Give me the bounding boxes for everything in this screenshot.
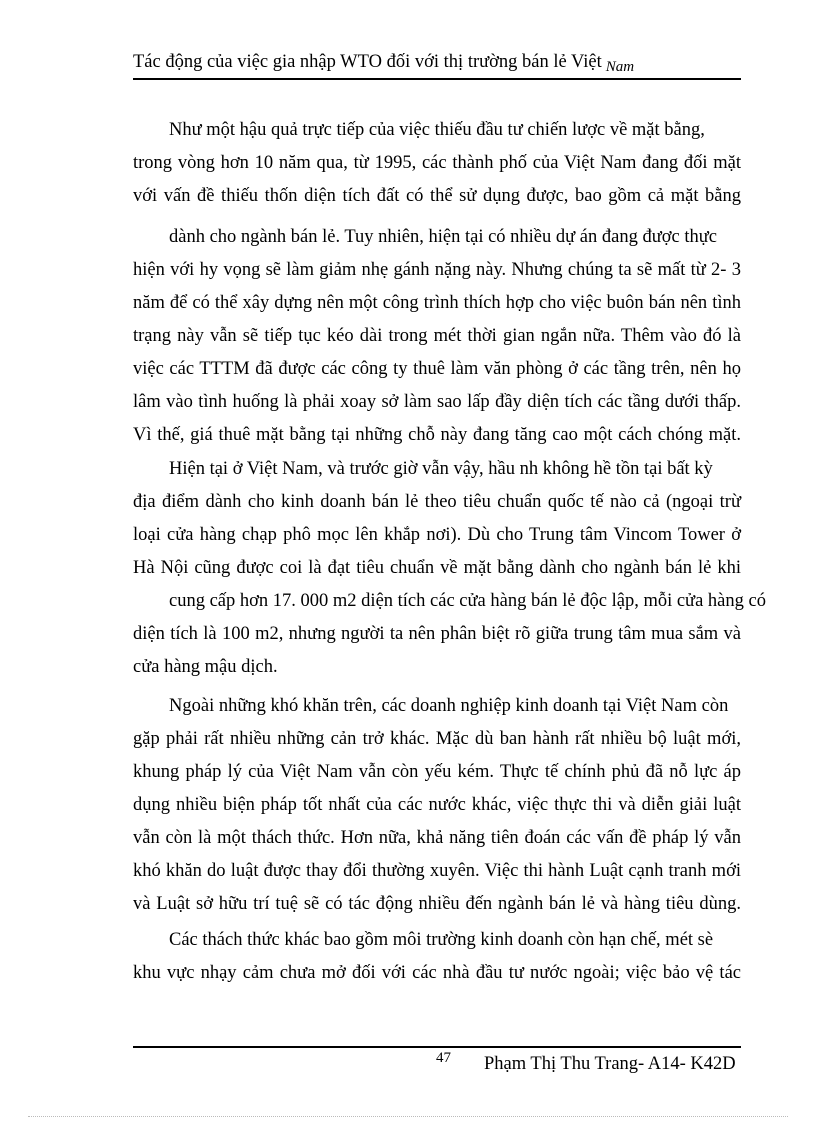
paragraph-1-line-7: trạng này vẫn sẽ tiếp tục kéo dài trong mét thời gian ngắn nữa. Thêm vào đó là <box>133 326 741 346</box>
page-edge-divider <box>28 1116 788 1117</box>
footer-divider <box>133 1046 741 1048</box>
paragraph-1-line-2: trong vòng hơn 10 năm qua, từ 1995, các thành phố của Việt Nam đang đối mặt <box>133 153 741 173</box>
paragraph-2-line-5: cung cấp hơn 17. 000 m2 diện tích các cửa hàng bán lẻ độc lập, mỗi cửa hàng có <box>169 591 766 611</box>
paragraph-1-line-5: hiện với hy vọng sẽ làm giảm nhẹ gánh nặng này. Nhưng chúng ta sẽ mất từ 2- 3 <box>133 260 741 280</box>
header-title <box>133 52 634 73</box>
paragraph-3-line-5: vẫn còn là một thách thức. Hơn nữa, khả năng tiên đoán các vấn đề pháp lý vẫn <box>133 828 741 848</box>
paragraph-3-line-1: Ngoài những khó khăn trên, các doanh nghiệp kinh doanh tại Việt Nam còn <box>169 696 729 716</box>
paragraph-4-line-1: Các thách thức khác bao gồm môi trường kinh doanh còn hạn chế, mét sè <box>169 930 714 950</box>
footer-author: Phạm Thị Thu Trang- A14- K42D <box>484 1054 736 1074</box>
paragraph-1-line-4: dành cho ngành bán lẻ. Tuy nhiên, hiện tại có nhiều dự án đang được thực <box>169 227 717 247</box>
paragraph-2-line-6: diện tích là 100 m2, nhưng người ta nên phân biệt rõ giữa trung tâm mua sắm và <box>133 624 741 644</box>
header-title-suffix: Nam <box>605 59 635 75</box>
paragraph-3-line-3: khung pháp lý của Việt Nam vẫn còn yếu kém. Thực tế chính phủ đã nỗ lực áp <box>133 762 741 782</box>
paragraph-2-line-2: địa điểm dành cho kinh doanh bán lẻ theo tiêu chuẩn quốc tế nào cả (ngoại trừ <box>133 492 741 512</box>
paragraph-4-line-2: khu vực nhạy cảm chưa mở đối với các nhà đầu tư nước ngoài; việc bảo vệ tác <box>133 963 741 983</box>
paragraph-1-line-8: việc các TTTM đã được các công ty thuê làm văn phòng ở các tầng trên, nên họ <box>133 359 741 379</box>
paragraph-1-line-6: năm để có thể xây dựng nên một công trình thích hợp cho việc buôn bán nên tình <box>133 293 741 313</box>
page-number: 47 <box>436 1050 451 1066</box>
paragraph-1-line-9: lâm vào tình huống là phải xoay sở làm sao lấp đầy diện tích các tầng dưới thấp. <box>133 392 741 412</box>
paragraph-3-line-7: và Luật sở hữu trí tuệ sẽ có tác động nhiều đến ngành bán lẻ và hàng tiêu dùng. <box>133 894 741 914</box>
header-title-text: Tác động của việc gia nhập WTO đối với thị trường bán lẻ Việt <box>133 52 602 72</box>
paragraph-2-line-1: Hiện tại ở Việt Nam, và trước giờ vẫn vậy, hầu nh không hề tồn tại bất kỳ <box>169 459 713 479</box>
paragraph-1-line-10: Vì thế, giá thuê mặt bằng tại những chỗ này đang tăng cao một cách chóng mặt. <box>133 425 741 445</box>
paragraph-3-line-6: khó khăn do luật được thay đổi thường xuyên. Việc thi hành Luật cạnh tranh mới <box>133 861 741 881</box>
paragraph-1-line-1: Như một hậu quả trực tiếp của việc thiếu đầu tư chiến lược về mặt bằng, <box>169 120 705 140</box>
running-header <box>133 52 741 80</box>
paragraph-2-line-7: cửa hàng mậu dịch. <box>133 657 278 677</box>
paragraph-1-line-3: với vấn đề thiếu thốn diện tích đất có thể sử dụng được, bao gồm cả mặt bằng <box>133 186 741 206</box>
paragraph-3-line-2: gặp phải rất nhiều những cản trở khác. Mặc dù ban hành rất nhiều bộ luật mới, <box>133 729 741 749</box>
paragraph-2-line-4: Hà Nội cũng được coi là đạt tiêu chuẩn về mặt bằng dành cho ngành bán lẻ khi <box>133 558 741 578</box>
paragraph-2-line-3: loại cửa hàng chạp phô mọc lên khắp nơi). Dù cho Trung tâm Vincom Tower ở <box>133 525 741 545</box>
paragraph-3-line-4: dụng nhiều biện pháp tốt nhất của các nước khác, việc thực thi và diễn giải luật <box>133 795 741 815</box>
